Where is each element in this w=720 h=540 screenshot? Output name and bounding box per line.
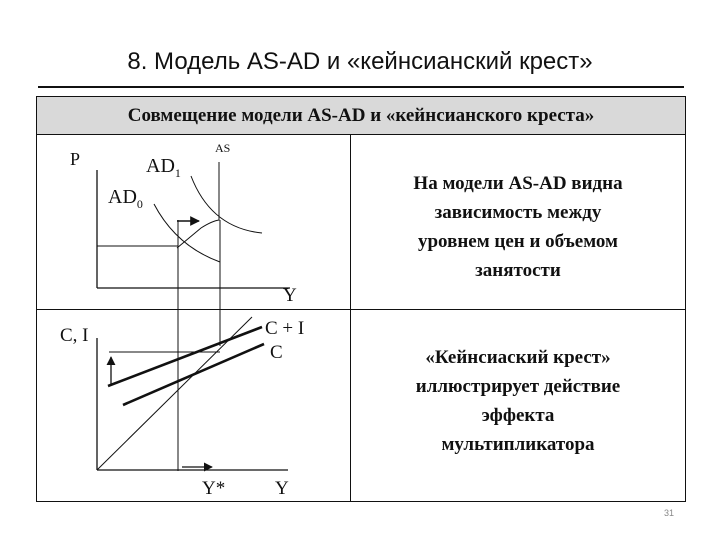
as-ad-graph [70, 141, 297, 471]
equilibrium-output-label: Y* [202, 478, 226, 499]
keynesian-cross-description-line: мультипликатора [441, 434, 595, 455]
expenditure-axis-label: C, I [60, 325, 89, 346]
consumption-line-label: C [270, 342, 283, 363]
ad1-label-sub: 1 [174, 166, 181, 180]
keynesian-cross-description-line: «Кейнсиаский крест» [425, 347, 611, 368]
keynesian-cross-graph [60, 317, 304, 499]
ad0-curve [154, 204, 220, 262]
as-ad-description-line: На модели AS-AD видна [413, 173, 623, 194]
ad1-curve-label [146, 155, 181, 180]
price-axis-label: P [70, 149, 81, 169]
page-number: 31 [664, 508, 675, 518]
ad0-label-sub: 0 [136, 197, 143, 211]
as-curve [174, 162, 219, 248]
as-curve-label: AS [215, 141, 231, 155]
ad1-curve [191, 176, 262, 233]
c-plus-i-line-label: C + I [265, 318, 305, 339]
table-header: Совмещение модели AS-AD и «кейнсианского креста» [37, 97, 685, 135]
as-ad-output-axis-label: Y [283, 285, 297, 306]
ad0-label-main: AD [108, 186, 137, 208]
ad0-curve-label [108, 186, 143, 211]
keynesian-cross-description-line: иллюстрирует действие [415, 376, 621, 397]
as-ad-description-line: уровнем цен и объемом [417, 231, 618, 252]
as-ad-description-line: занятости [475, 260, 561, 281]
ad1-label-main: AD [146, 155, 175, 177]
cross-output-axis-label: Y [275, 478, 289, 499]
as-ad-description-line: зависимость между [434, 202, 602, 223]
slide-title: 8. Модель AS-AD и «кейнсианский крест» [127, 48, 593, 75]
keynesian-cross-description-line: эффекта [481, 405, 555, 426]
